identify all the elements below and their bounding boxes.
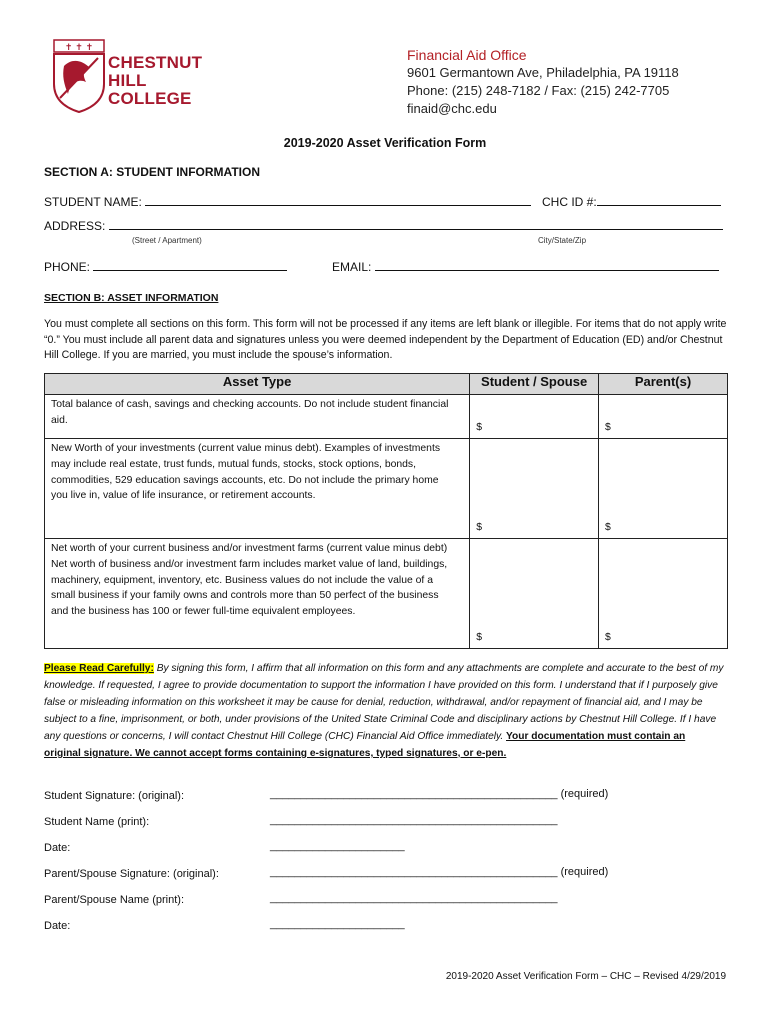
asset-table: [44, 373, 728, 649]
table-header-row: [45, 374, 728, 395]
signature-label: Student Signature: (original):: [44, 790, 185, 802]
student-name-field[interactable]: [145, 193, 531, 206]
street-hint: (Street / Apartment): [132, 236, 202, 245]
signature-line: _______________________________________________: [270, 788, 558, 800]
notice-body: By signing this form, I affirm that all information on this form and any attachments are complete and accurate to the best of my knowledge. If requested, I agree to provide documentation to support the information I have provided on this form. I understand that if I purposely give false or misleading information on this worksheet it may be cause for denial, reduction, withdrawal, and/or repayment of financial aid, and I may be subject to a fine, imprisonment, or both, under provisions of the United State Criminal Code and disciplinary actions by Chestnut Hill College. If I have any questions or concerns, I will contact Chestnut Hill College (CHC) Financial Aid Office immediately.: [44, 663, 724, 742]
asset-description: Total balance of cash, savings and checking accounts. Do not include student financial aid.: [45, 395, 470, 439]
email-label: EMAIL:: [332, 260, 372, 274]
address-row: [44, 217, 723, 233]
column-header-parents: Parent(s): [599, 374, 728, 395]
column-header-asset-type: Asset Type: [45, 374, 470, 395]
city-hint: City/State/Zip: [538, 236, 587, 245]
student-name-print-field[interactable]: [270, 814, 558, 826]
office-phone: Phone: (215) 248-7182 / Fax: (215) 242-7705: [407, 83, 670, 98]
signature-line: ______________________: [270, 840, 405, 852]
office-contact-block: [407, 46, 679, 118]
asset-description: New Worth of your investments (current value minus debt). Examples of investments may include real estate, trust funds, mutual funds, stocks, stock options, bonds, commodities, 529 education savings accounts, etc. Do not include the primary home you live in, value of life insurance, or retirement accounts.: [45, 439, 470, 539]
student-date-field[interactable]: [270, 840, 405, 852]
notice-lead: Please Read Carefully:: [44, 663, 154, 674]
signature-label: Parent/Spouse Signature: (original):: [44, 868, 219, 880]
student-name-row: [44, 193, 531, 209]
signature-label: Date:: [44, 842, 71, 854]
college-wordmark: [108, 54, 202, 108]
email-row: [332, 258, 719, 274]
parent-amount-field[interactable]: $: [599, 439, 728, 539]
signature-line: _______________________________________________: [270, 892, 558, 904]
chc-id-field[interactable]: [597, 193, 721, 206]
section-b-heading: SECTION B: ASSET INFORMATION: [44, 292, 219, 304]
page-footer: 2019-2020 Asset Verification Form – CHC – Revised 4/29/2019: [445, 971, 726, 982]
student-amount-field[interactable]: $: [470, 395, 599, 439]
parent-signature-field[interactable]: [270, 866, 608, 878]
student-amount-field[interactable]: $: [470, 439, 599, 539]
table-row: [45, 539, 728, 649]
signature-label: Student Name (print):: [44, 816, 150, 828]
required-note: (required): [557, 788, 609, 800]
student-amount-field[interactable]: $: [470, 539, 599, 649]
phone-field[interactable]: [93, 258, 287, 271]
wordmark-line: CHESTNUT: [108, 53, 203, 72]
signature-line: ______________________: [270, 918, 405, 930]
crest-icon: [52, 38, 108, 114]
parent-amount-field[interactable]: $: [599, 539, 728, 649]
table-row: [45, 395, 728, 439]
signature-label: Parent/Spouse Name (print):: [44, 894, 185, 906]
phone-row: [44, 258, 287, 274]
wordmark-line: COLLEGE: [108, 89, 192, 108]
email-field[interactable]: [375, 258, 719, 271]
parent-amount-field[interactable]: $: [599, 395, 728, 439]
parent-date-field[interactable]: [270, 918, 405, 930]
section-a-heading: SECTION A: STUDENT INFORMATION: [44, 165, 260, 179]
signature-line: _______________________________________________: [270, 866, 558, 878]
office-email[interactable]: finaid@chc.edu: [407, 101, 497, 116]
notice-strong: Your documentation must contain an original signature. We cannot accept forms containing e-signatures, typed signatures, or e-pen.: [44, 731, 686, 759]
student-name-label: STUDENT NAME:: [44, 195, 142, 209]
signature-label: Date:: [44, 920, 71, 932]
wordmark-line: HILL: [108, 71, 147, 90]
table-row: [45, 439, 728, 539]
svg-text:✝ ✝ ✝: ✝ ✝ ✝: [64, 43, 94, 53]
office-title: Financial Aid Office: [407, 47, 527, 63]
form-title: 2019-2020 Asset Verification Form: [283, 136, 487, 150]
address-field[interactable]: [109, 217, 723, 230]
certification-notice: [44, 660, 724, 762]
signature-line: _______________________________________________: [270, 814, 558, 826]
office-address: 9601 Germantown Ave, Philadelphia, PA 19118: [407, 65, 679, 80]
parent-name-print-field[interactable]: [270, 892, 558, 904]
chc-id-row: [542, 193, 721, 209]
chc-id-label: CHC ID #:: [542, 195, 597, 209]
column-header-student-spouse: Student / Spouse: [470, 374, 599, 395]
asset-description: Net worth of your current business and/or investment farms (current value minus debt) Net worth of business and/or investment farm includes market value of land, buildings, machinery, equipment, inventory, etc. Business values do not include the value of a small business if your family owns and controls more than 50 perfect of the business and the business has 100 or fewer full-time equivalent employees.: [45, 539, 470, 649]
section-b-instructions: You must complete all sections on this form. This form will not be processed if any items are left blank or illegible. For items that do not apply write “0.” You must include all parent data and signatures unless you were deemed independent by the Department of Education (ED) and/or Chestnut Hill College. If you are married, you must include the spouse’s information.: [44, 318, 727, 361]
phone-label: PHONE:: [44, 260, 91, 274]
student-signature-field[interactable]: [270, 788, 608, 800]
address-label: ADDRESS:: [44, 219, 106, 233]
required-note: (required): [557, 866, 609, 878]
